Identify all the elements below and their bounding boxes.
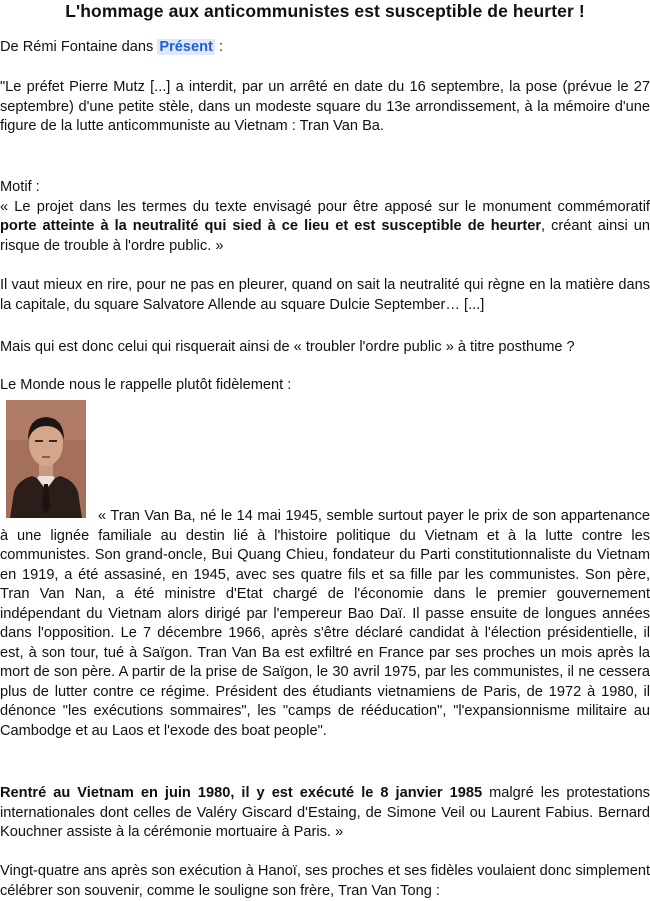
paragraph-neutrality: Il vaut mieux en rire, pour ne pas en pleurer, quand on sait la neutralité qui règne en la matière dans la capitale, du square Salvatore Allende au square Dulcie September… [...] — [0, 277, 650, 313]
motif-text-after: , créant ainsi un risque de trouble à l'ordre public. » — [0, 218, 650, 254]
motif-block — [0, 178, 650, 256]
portrait-photo — [6, 400, 86, 518]
motif-label: Motif : — [0, 179, 40, 195]
paragraph-commemoration: Vingt-quatre ans après son exécution à Hanoï, ses proches et ses fidèles voulaient donc simplement célébrer son souvenir, comme le souligne son frère, Tran Van Tong : — [0, 863, 650, 899]
quote-paragraph: "Le préfet Pierre Mutz [...] a interdit, par un arrêté en date du 16 septembre, la pose (prévue le 27 septembre) d'une petite stèle, dans un modeste square du 13e arrondissement, à la mémoire d'une figure de la lutte anticommuniste au Vietnam : Tran Van Ba. — [0, 79, 650, 134]
execution-rest: malgré les protestations internationales dont celles de Valéry Giscard d'Estaing, de Simone Veil ou Laurent Fabius. Bernard Kouchner assiste à la cérémonie mortuaire à Paris. » — [0, 785, 650, 840]
paragraph-le-monde: Le Monde nous le rappelle plutôt fidèlement : — [0, 377, 292, 393]
paragraph-execution — [0, 784, 650, 843]
paragraph-question: Mais qui est donc celui qui risquerait ainsi de « troubler l'ordre public » à titre posthume ? — [0, 339, 575, 355]
intro-suffix: : — [214, 39, 224, 55]
biography-text: « Tran Van Ba, né le 14 mai 1945, semble surtout payer le prix de son appartenance à une lignée familiale au destin lié à l'histoire politique du Vietnam et à la lutte contre les communistes. Son grand-oncle, Bui Quang Chieu, fondateur du Parti constitutionnaliste du Vietnam en 1919, a été assasiné, en 1945, avec ses quatre fils et sa fille par les communistes. Son père, Tran Van Nan, a été ministre d'Etat chargé de l'économie dans le premier gouvernement indépendant du Vietnam alors dirigé par l'empereur Bao Daï. Il passe ensuite de longues années dans l'opposition. Le 7 décembre 1966, après s'être déclaré candidat à l'élection présidentielle, il est, à son tour, tué à Saïgon. Tran Van Ba est exfiltré en France par ses proches un mois après la mort de son père. A partir de la prise de Saïgon, le 30 avril 1975, par les communistes, il ne cessera plus de lutter contre ce régime. Président des étudiants vietnamiens de Paris, de 1972 à 1980, il dénonce "les exécutions sommaires", les "camps de rééducation", "l'expansionnisme militaire au Cambodge et au Laos et l'exode des boat people". — [0, 508, 650, 739]
intro-prefix: De Rémi Fontaine dans — [0, 39, 158, 55]
portrait-icon — [6, 400, 86, 518]
motif-text-bold: porte atteinte à la neutralité qui sied à ce lieu et est susceptible de heurter — [0, 218, 542, 234]
intro-line — [0, 38, 650, 58]
biography-paragraph — [0, 507, 650, 741]
motif-text — [0, 198, 650, 257]
article-title: L'hommage aux anticommunistes est susceptible de heurter ! — [65, 1, 585, 21]
execution-bold: Rentré au Vietnam en juin 1980, il y est exécuté le 8 janvier 1985 — [0, 785, 483, 801]
motif-text-before: « Le projet dans les termes du texte envisagé pour être apposé sur le monument commémoratif — [0, 198, 650, 215]
source-link[interactable]: Présent — [159, 39, 213, 55]
